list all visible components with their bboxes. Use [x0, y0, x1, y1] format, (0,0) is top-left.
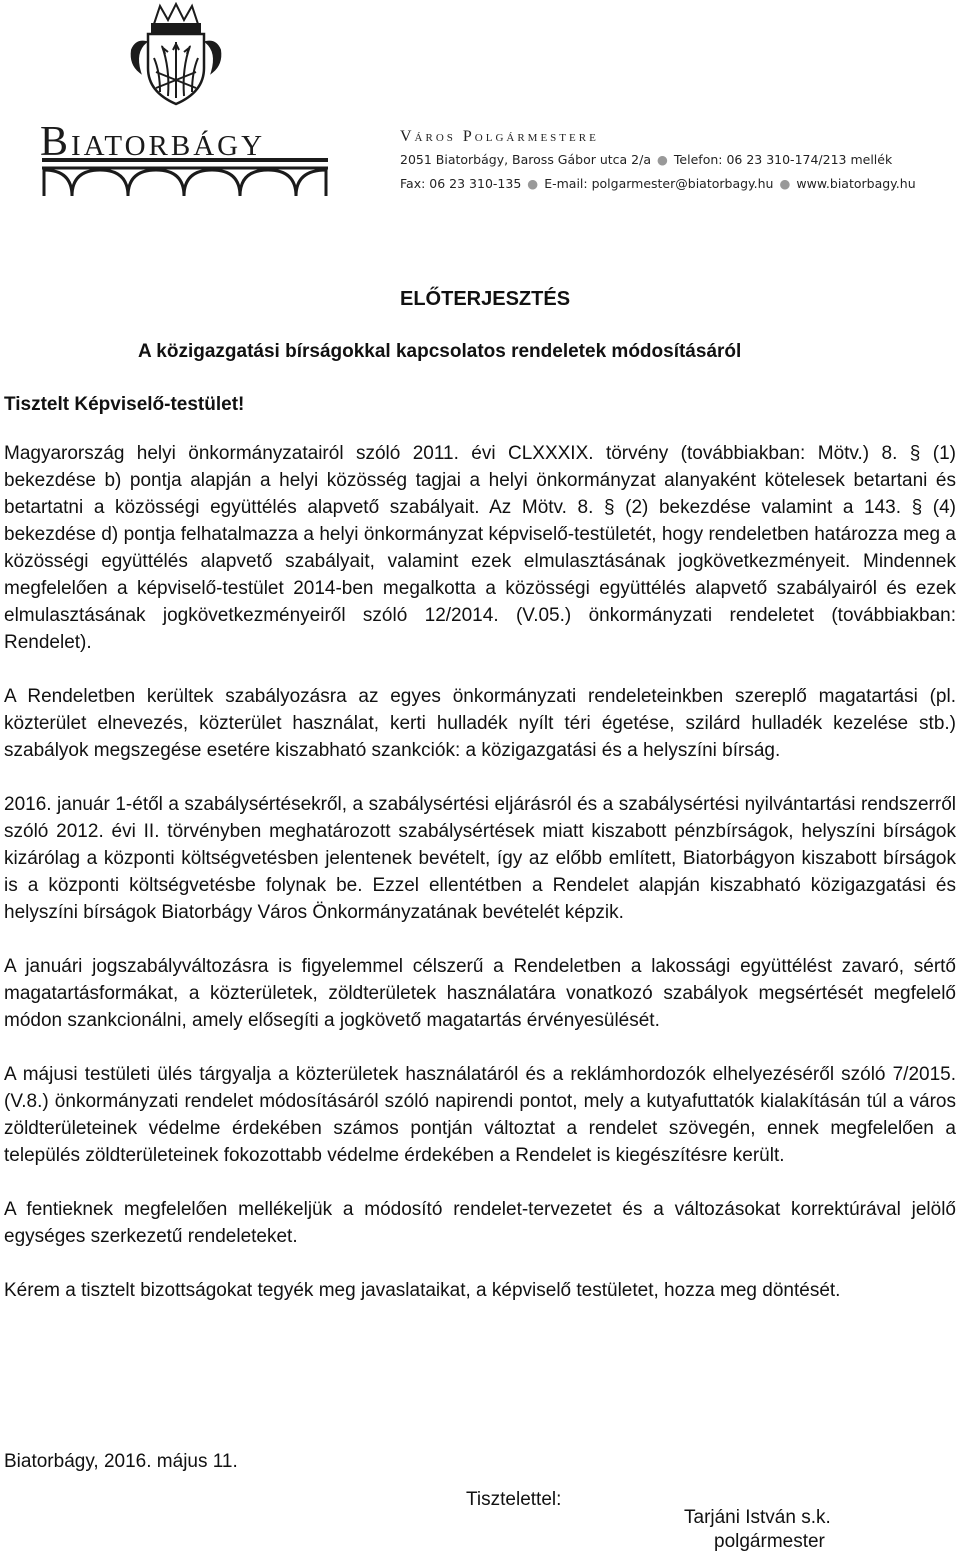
- paragraph: Kérem a tisztelt bizottságokat tegyék meg javaslataikat, a képviselő testületet, hozza meg döntését.: [4, 1280, 841, 1301]
- document-body: [4, 440, 956, 1331]
- letterhead: [0, 0, 960, 200]
- contact-line: [400, 152, 892, 167]
- brand-name: Biatorbágy: [40, 119, 266, 165]
- website-link[interactable]: www.biatorbagy.hu: [796, 176, 916, 191]
- bullet-icon: ●: [657, 152, 668, 167]
- paragraph: A fentieknek megfelelően mellékeljük a módosító rendelet-tervezetet és a változásokat korrektúrával jelölő egységes szerkezetű rendeleteket.: [4, 1199, 956, 1247]
- bullet-icon: ●: [527, 176, 539, 191]
- address: 2051 Biatorbágy, Baross Gábor utca 2/a: [400, 152, 651, 167]
- document-type: ELŐTERJESZTÉS: [400, 288, 571, 310]
- signatory-name: Tarjáni István s.k.: [684, 1507, 831, 1528]
- paragraph: Magyarország helyi önkormányzatairól szóló 2011. évi CLXXXIX. törvény (továbbiakban: Mötv.) 8. § (1) bekezdése b) pontja alapján a helyi közösség tagjai a helyi önkormányzat alanyaként kötelesek betartani és betartatni a közösségi együttélés alapvető szabályait. Az Mötv. 8. § (2) bekezdése valamint a 143. § (4) bekezdése d) pontja felhatalmazza a helyi önkormányzat képviselő-testületét, hogy rendeletben határozza meg a közösségi együttélés alapvető szabályait, valamint ezek elmulasztásának jogkövetkezményeit. Mindennek megfelelően a képviselő-testület 2014-ben megalkotta a közösségi együttélés alapvető szabályairól és ezek elmulasztásának jogkövetkezményeiről szóló 12/2014. (V.05.) önkormányzati rendeletet (továbbiakban: Rendelet).: [4, 443, 956, 653]
- paragraph: A januári jogszabályváltozásra is figyelemmel célszerű a Rendeletben a lakossági együttélést zavaró, sértő magatartásformákat, a közterületek, zöldterületek használatára vonatkozó szabályok megsértését megfelelő módon szankcionálni, amely elősegíti a jogkövető magatartás érvényesülését.: [4, 956, 956, 1031]
- phone: Telefon: 06 23 310-174/213 mellék: [673, 152, 893, 167]
- document-subject: A közigazgatási bírságokkal kapcsolatos rendeletek módosításáról: [138, 341, 742, 362]
- contact-line: [400, 176, 916, 191]
- paragraph: A Rendeletben kerültek szabályozásra az egyes önkormányzati rendeleteinkben szereplő magatartási (pl. közterület elnevezés, közterület használat, kerti hulladék nyílt téri égetése, szilárd hulladék kezelése stb.) szabályok megszegése esetére kiszabható szankciók: a közigazgatási és a helyszíni bírság.: [4, 686, 956, 761]
- salutation: Tisztelt Képviselő-testület!: [4, 394, 245, 415]
- email-link[interactable]: E-mail: polgarmester@biatorbagy.hu: [544, 176, 774, 191]
- signatory-title: polgármester: [714, 1531, 825, 1552]
- place-date: Biatorbágy, 2016. május 11.: [4, 1451, 238, 1472]
- bullet-icon: ●: [779, 176, 791, 191]
- fax: Fax: 06 23 310-135: [400, 176, 522, 191]
- office-title: Város Polgármestere: [400, 128, 599, 145]
- paragraph: 2016. január 1-étől a szabálysértésekről, a szabálysértési eljárásról és a szabálysértési nyilvántartási rendszerről szóló 2012. évi II. törvényben meghatározott szabálysértések miatt kiszabott pénzbírságok, helyszíni bírságok kizárólag a központi költségvetésben jelentenek bevételt, így az előbb említett, Biatorbágyon kiszabott bírságok is a központi költségvetésbe folynak be. Ezzel ellentétben a Rendelet alapján kiszabható közigazgatási és helyszíni bírságok Biatorbágy Város Önkormányzatának bevételét képzik.: [4, 794, 956, 923]
- closing: Tisztelettel:: [466, 1489, 562, 1510]
- city-coat-of-arms-icon: [36, 2, 336, 197]
- paragraph: A májusi testületi ülés tárgyalja a közterületek használatáról és a reklámhordozók elhelyezéséről szóló 7/2015. (V.8.) önkormányzati rendelet módosításáról szóló napirendi pontot, mely a kutyafuttatók kialakításán túl a város zöldterületeinek védelme érdekében számos pontján változtat a rendelet szövegén, ennek megfelelően a település zöldterületeinek fokozottabb védelme érdekében a Rendelet is kiegészítésre került.: [4, 1064, 956, 1166]
